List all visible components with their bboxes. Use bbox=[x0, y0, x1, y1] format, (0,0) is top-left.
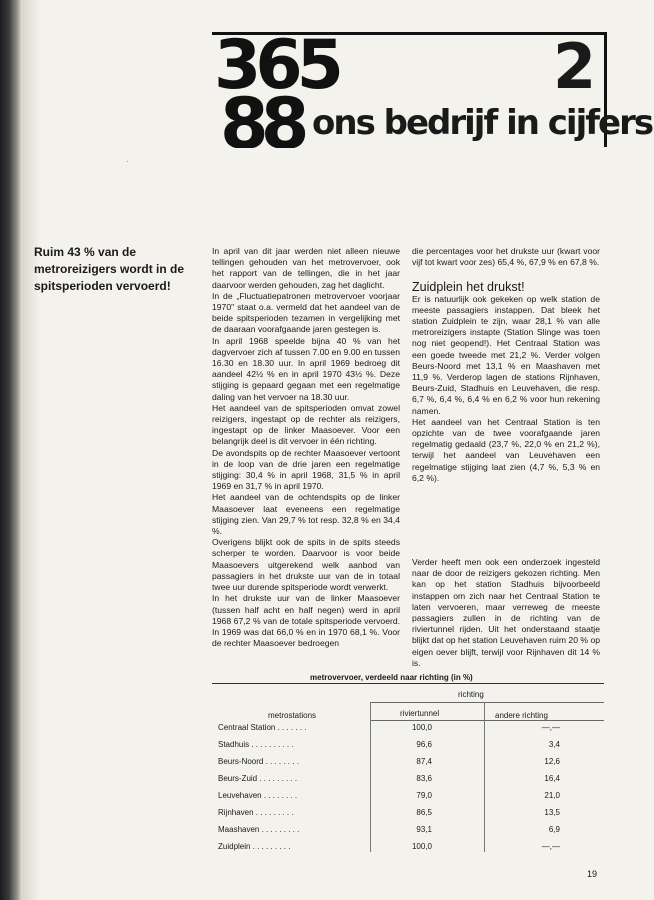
chapter-number: 2 bbox=[553, 30, 597, 103]
table-cell-station: Maashaven . . . . . . . . . bbox=[218, 825, 300, 834]
paragraph: In april 1968 speelde bijna 40 % van het dagvervoer zich af tussen 7.00 en 9.00 en tussen 16.30 en 18.30 uur. In april 1969 bedroeg dit aandeel 42½ % en in april 1970 43½ %. Deze stijging is gepaard gegaan met een regelmatige daling van het vervoer na 18.30 uur. bbox=[212, 335, 400, 402]
page-number: 19 bbox=[587, 869, 598, 879]
table-cell-other: 6,9 bbox=[548, 825, 560, 834]
table-row bbox=[218, 757, 604, 771]
table-cell-tunnel: 100,0 bbox=[411, 842, 432, 851]
table-cell-tunnel: 100,0 bbox=[411, 723, 432, 732]
table-row bbox=[218, 808, 604, 822]
text-column-1 bbox=[212, 246, 400, 649]
table-row bbox=[218, 740, 604, 754]
svg-text:365: 365 bbox=[214, 30, 338, 105]
table-cell-tunnel: 93,1 bbox=[416, 825, 432, 834]
paragraph: die percentages voor het drukste uur (kwart voor vijf tot kwart voor zes) 65,4 %, 67,9 % en 67,8 %. bbox=[412, 246, 600, 268]
paragraph: In de „Fluctuatiepatronen metrovervoer voorjaar 1970" staat o.a. vermeld dat het aandeel van de beide spitsperioden tezamen in vergelijking met de daaraan voorafgaande jaren gestegen is. bbox=[212, 290, 400, 335]
table-title: metrovervoer, verdeeld naar richting (in %) bbox=[310, 673, 473, 682]
table-cell-station: Zuidplein . . . . . . . . . bbox=[218, 842, 291, 851]
table-row bbox=[218, 723, 604, 737]
table-cell-tunnel: 83,6 bbox=[416, 774, 432, 783]
table-row bbox=[218, 791, 604, 805]
paragraph: De avondspits op de rechter Maasoever vertoont in de loop van de drie jaren een regelmatige stijging: 30,4 % in april 1968, 31,5 % in april 1969 en 31,7 % in april 1970. bbox=[212, 447, 400, 492]
text-column-2 bbox=[412, 246, 600, 484]
page-gutter bbox=[22, 0, 40, 900]
table-cell-other: 21,0 bbox=[544, 791, 560, 800]
table-cell-other: 16,4 bbox=[544, 774, 560, 783]
table-cell-station: Stadhuis . . . . . . . . . . bbox=[218, 740, 294, 749]
paragraph: Het aandeel van de spitsperioden omvat zowel reizigers, ingestapt op de rechter als reizigers, ingestapt op de linker Maasoever. Voor een belangrijk deel is dit vervoer in één richting. bbox=[212, 402, 400, 447]
table-cell-tunnel: 87,4 bbox=[416, 757, 432, 766]
paragraph: Het aandeel van het Centraal Station is ten opzichte van de twee voorafgaande jaren regelmatig gedaald (23,7 %, 22,0 % en 21,2 %), terwijl het aandeel van Leuvehaven een regelmatige stijging laat zien (4,7 %, 5,3 % en 6,2 %). bbox=[412, 416, 600, 483]
table-cell-other: 12,6 bbox=[544, 757, 560, 766]
table-cell-tunnel: 86,5 bbox=[416, 808, 432, 817]
table-cell-other: 3,4 bbox=[548, 740, 560, 749]
paragraph: Het aandeel van de ochtendspits op de linker Maasoever laat eveneens een regelmatige stijging zien. Van 29,7 % tot resp. 32,8 % en 34,4 %. bbox=[212, 492, 400, 537]
table-group-header: richting bbox=[458, 690, 484, 699]
table-cell-tunnel: 96,6 bbox=[416, 740, 432, 749]
pull-quote: Ruim 43 % van de metroreizigers wordt in de spitsperioden vervoerd! bbox=[34, 245, 185, 293]
table-cell-station: Leuvehaven . . . . . . . . bbox=[218, 791, 298, 800]
table-cell-tunnel: 79,0 bbox=[416, 791, 432, 800]
table-cell-other: —,— bbox=[541, 842, 560, 851]
table-cell-station: Rijnhaven . . . . . . . . . bbox=[218, 808, 294, 817]
table-header-other: andere richting bbox=[495, 711, 548, 720]
table-row bbox=[218, 825, 604, 839]
table-cell-station: Beurs-Zuid . . . . . . . . . bbox=[218, 774, 298, 783]
table-cell-station: Beurs-Noord . . . . . . . . bbox=[218, 757, 299, 766]
table-cell-other: 13,5 bbox=[544, 808, 560, 817]
table-rule bbox=[212, 683, 604, 684]
table-cell-other: —,— bbox=[541, 723, 560, 732]
svg-text:88: 88 bbox=[220, 83, 302, 148]
table-cell-station: Centraal Station . . . . . . . bbox=[218, 723, 307, 732]
book-spine-shadow bbox=[0, 0, 22, 900]
paragraph: Overigens blijkt ook de spits in de spits steeds scherper te worden. Daarvoor is voor beide Maasoevers uitgerekend welk aanbod van passagiers in het drukste uur van de in totaal twee uur durende spitsperiode wordt verwerkt. bbox=[212, 537, 400, 593]
table-rule bbox=[370, 702, 604, 703]
table-row bbox=[218, 842, 604, 856]
table-row bbox=[218, 774, 604, 788]
paragraph: In het drukste uur van de linker Maasoever (tussen half acht en half negen) werd in april 1968 67,2 % van de totale spitsperiode vervoerd. In 1969 was dat 66,0 % en in 1970 68,1 %. Voor de rechter Maasoever bedroegen bbox=[212, 593, 400, 649]
header-subtitle: ons bedrijf in cijfers bbox=[312, 103, 653, 143]
text-column-2-bottom bbox=[412, 557, 600, 669]
paragraph: Er is natuurlijk ook gekeken op welk station de meeste passagiers instappen. Dat bleek het station Zuidplein te zijn, waar 28,1 % van alle metroreizigers instapte (Station Slinge was toen nog niet geopend!). Het Centraal Station was een goede tweede met 21,2 %. Verder volgen Beurs-Noord met 13,1 % en Maashaven met 11,9 %. Verderop lagen de stations Rijnhaven, Beurs-Zuid, Stadhuis en Leuvehaven, die resp. 6,7 %, 6,4 %, 6,4 % en 6,2 % voor hun rekening namen. bbox=[412, 293, 600, 416]
table-rule bbox=[370, 720, 604, 721]
table-header-stations: metrostations bbox=[268, 711, 317, 720]
section-heading: Zuidplein het drukst! bbox=[412, 280, 525, 295]
paragraph: Verder heeft men ook een onderzoek ingesteld naar de door de reizigers gekozen richting. Men kan op het station Stadhuis bijvoorbeeld instappen om zich naar het Centraal Station te laten vervoeren, maar verreweg de meeste passagiers zullen in de richting van de riviertunnel rijden. Uit het onderstaand staatje blijkt dat op het station Leuvehaven ruim 20 % op eigen oever blijft, terwijl voor Rijnhaven dit 14 % is. bbox=[412, 557, 600, 668]
table-header-tunnel: riviertunnel bbox=[400, 709, 440, 718]
page-speck: · bbox=[126, 157, 129, 166]
paragraph: In april van dit jaar werden niet alleen nieuwe tellingen gehouden van het metrovervoer, ook het rapport van de tellingen, die in het jaar daarvoor werden gehouden, zag het daglicht. bbox=[212, 246, 400, 290]
